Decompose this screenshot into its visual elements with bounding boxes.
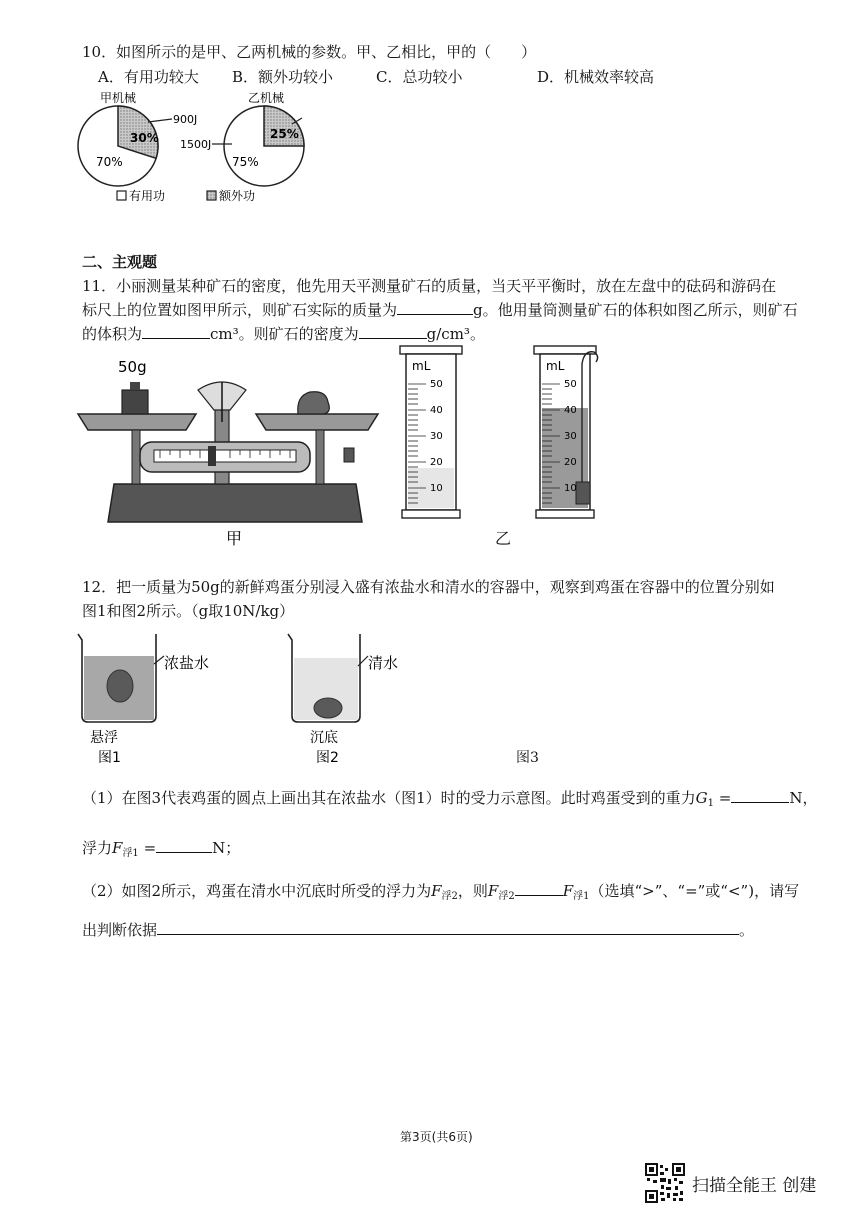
weight-block (122, 390, 148, 414)
legend-extra-label: 额外功 (219, 189, 256, 203)
pie-yi-title: 乙机械 (248, 91, 285, 105)
fig-yi-caption: 乙 (495, 529, 512, 548)
svg-text:30: 30 (564, 431, 577, 442)
cylinder-before (398, 342, 468, 524)
rider (208, 446, 216, 466)
symbol-f2-sub: 浮2 (441, 891, 458, 902)
svg-text:20: 20 (564, 457, 577, 468)
q11-line1: 11．小丽测量某种矿石的密度，他先用天平测量矿石的质量，当天平平衡时，放在左盘中的砝码和游码在 (82, 277, 777, 295)
pie-yi (180, 106, 304, 186)
qr-code-icon (645, 1163, 685, 1203)
balance-base (108, 484, 362, 522)
q10-pie-figure (60, 86, 360, 216)
svg-text:50: 50 (564, 379, 577, 390)
symbol-f2: F (431, 882, 442, 900)
legend-extra-swatch (207, 191, 216, 200)
pie-yi-rest-pct: 75% (232, 155, 259, 169)
symbol-f2-again-sub: 浮2 (498, 891, 515, 902)
fig2-state: 沉底 (310, 730, 338, 746)
pie-jia-title: 甲机械 (100, 91, 137, 105)
pie-jia-rest-pct: 70% (96, 155, 123, 169)
q12-buoyancy-blank[interactable] (156, 838, 212, 853)
equals-2: = (138, 839, 157, 857)
q11-density-blank[interactable] (359, 324, 427, 339)
symbol-f1-again-sub: 浮1 (573, 891, 590, 902)
symbol-f1-sub: 浮1 (122, 848, 139, 859)
svg-text:20: 20 (430, 457, 443, 468)
q11-mass-blank[interactable] (397, 300, 473, 315)
balance-figure (70, 352, 390, 548)
svg-text:10: 10 (430, 483, 443, 494)
symbol-f2-again: F (487, 882, 499, 900)
fig1-liquid-label: 浓盐水 (164, 654, 210, 672)
fig2-caption: 图2 (316, 750, 339, 766)
svg-text:10: 10 (564, 483, 577, 494)
q12-reason-period: 。 (739, 921, 755, 939)
q12-part2-text-c: （选填“>”、“=”或“<”)，请写 (589, 882, 800, 900)
equals-1: = (714, 789, 732, 807)
q11-volume-blank[interactable] (142, 324, 210, 339)
q11-line3-text-a: 的体积为 (82, 325, 143, 343)
q12-line1: 12．把一质量为50g的新鲜鸡蛋分别浸入盛有浓盐水和清水的容器中，观察到鸡蛋在容器中的位置分别如 (82, 578, 775, 596)
weight-label: 50g (118, 358, 147, 376)
fig-jia-caption: 甲 (226, 529, 243, 548)
q11-line3 (82, 324, 485, 344)
q12-part2-text-b: ，则 (457, 882, 488, 900)
q10-stem: 10．如图所示的是甲、乙两机械的参数。甲、乙相比，甲的（ ） (82, 43, 537, 61)
q11-line3-text-c: g/cm³。 (426, 325, 485, 343)
q11-line2-text-b: g。他用量筒测量矿石的体积如图乙所示，则矿石 (473, 301, 798, 319)
page-number: 第3页(共6页) (400, 1130, 473, 1144)
beaker-fig1 (70, 626, 250, 766)
q10-option-b: B．额外功较小 (232, 68, 334, 86)
fig1-caption: 图1 (98, 750, 121, 766)
q11-line2 (82, 300, 798, 320)
cyl1-unit: mL (412, 359, 431, 373)
q12-compare-blank[interactable] (515, 881, 563, 896)
svg-text:30: 30 (430, 431, 443, 442)
ore-rock (298, 392, 330, 414)
q11-line2-text-a: 标尺上的位置如图甲所示，则矿石实际的质量为 (82, 301, 398, 319)
q12-part2-line1 (82, 881, 799, 907)
q12-reason-blank[interactable] (157, 920, 739, 935)
q12-gravity-blank[interactable] (731, 788, 789, 803)
cyl2-ore (576, 482, 590, 504)
svg-text:40: 40 (430, 405, 443, 416)
q10-option-d: D．机械效率较高 (537, 68, 655, 86)
q12-part1-line1 (82, 788, 817, 814)
q12-line2: 图1和图2所示。（g取10N/kg） (82, 602, 295, 620)
q10-option-a: A．有用功较大 (98, 68, 199, 86)
svg-text:40: 40 (564, 405, 577, 416)
unit-n-2: N； (212, 839, 241, 857)
svg-text:50: 50 (430, 379, 443, 390)
q12-part1-text: （1）在图3代表鸡蛋的圆点上画出其在浓盐水（图1）时的受力示意图。此时鸡蛋受到的重力 (82, 789, 696, 807)
pie-yi-slice-pct: 25% (270, 127, 299, 141)
fig3-caption: 图3 (516, 750, 539, 766)
section-title: 二、主观题 (82, 253, 158, 271)
beaker2-egg (314, 698, 342, 718)
legend-useful-label: 有用功 (129, 189, 166, 203)
q11-line3-text-b: cm³。则矿石的密度为 (210, 325, 359, 343)
beaker1-egg (107, 670, 133, 702)
symbol-g: G (695, 789, 708, 807)
q12-reason-label: 出判断依据 (82, 921, 158, 939)
q10-option-c: C．总功较小 (376, 68, 463, 86)
symbol-g-sub: 1 (707, 798, 714, 809)
beaker-fig2 (282, 626, 462, 766)
cyl2-unit: mL (546, 359, 565, 373)
right-pan (256, 414, 378, 430)
fig1-state: 悬浮 (90, 730, 118, 746)
left-pan (78, 414, 196, 430)
buoyancy-label: 浮力 (82, 839, 113, 857)
symbol-f1: F (112, 839, 123, 857)
cylinder-after (532, 342, 612, 524)
legend-useful-swatch (117, 191, 126, 200)
q12-part2-text-a: （2）如图2所示，鸡蛋在清水中沉底时所受的浮力为 (82, 882, 432, 900)
fig2-liquid-label: 清水 (368, 654, 399, 672)
pie-jia-callout: 900J (173, 113, 198, 126)
q12-part2-line2 (82, 920, 754, 940)
pie-jia-slice-pct: 30% (130, 131, 159, 145)
unit-n-1: N， (789, 789, 818, 807)
scanner-watermark: 扫描全能王 创建 (692, 1176, 817, 1196)
symbol-f1-again: F (562, 882, 574, 900)
pie-yi-callout: 1500J (180, 138, 212, 151)
q12-part1-line2 (82, 838, 240, 864)
